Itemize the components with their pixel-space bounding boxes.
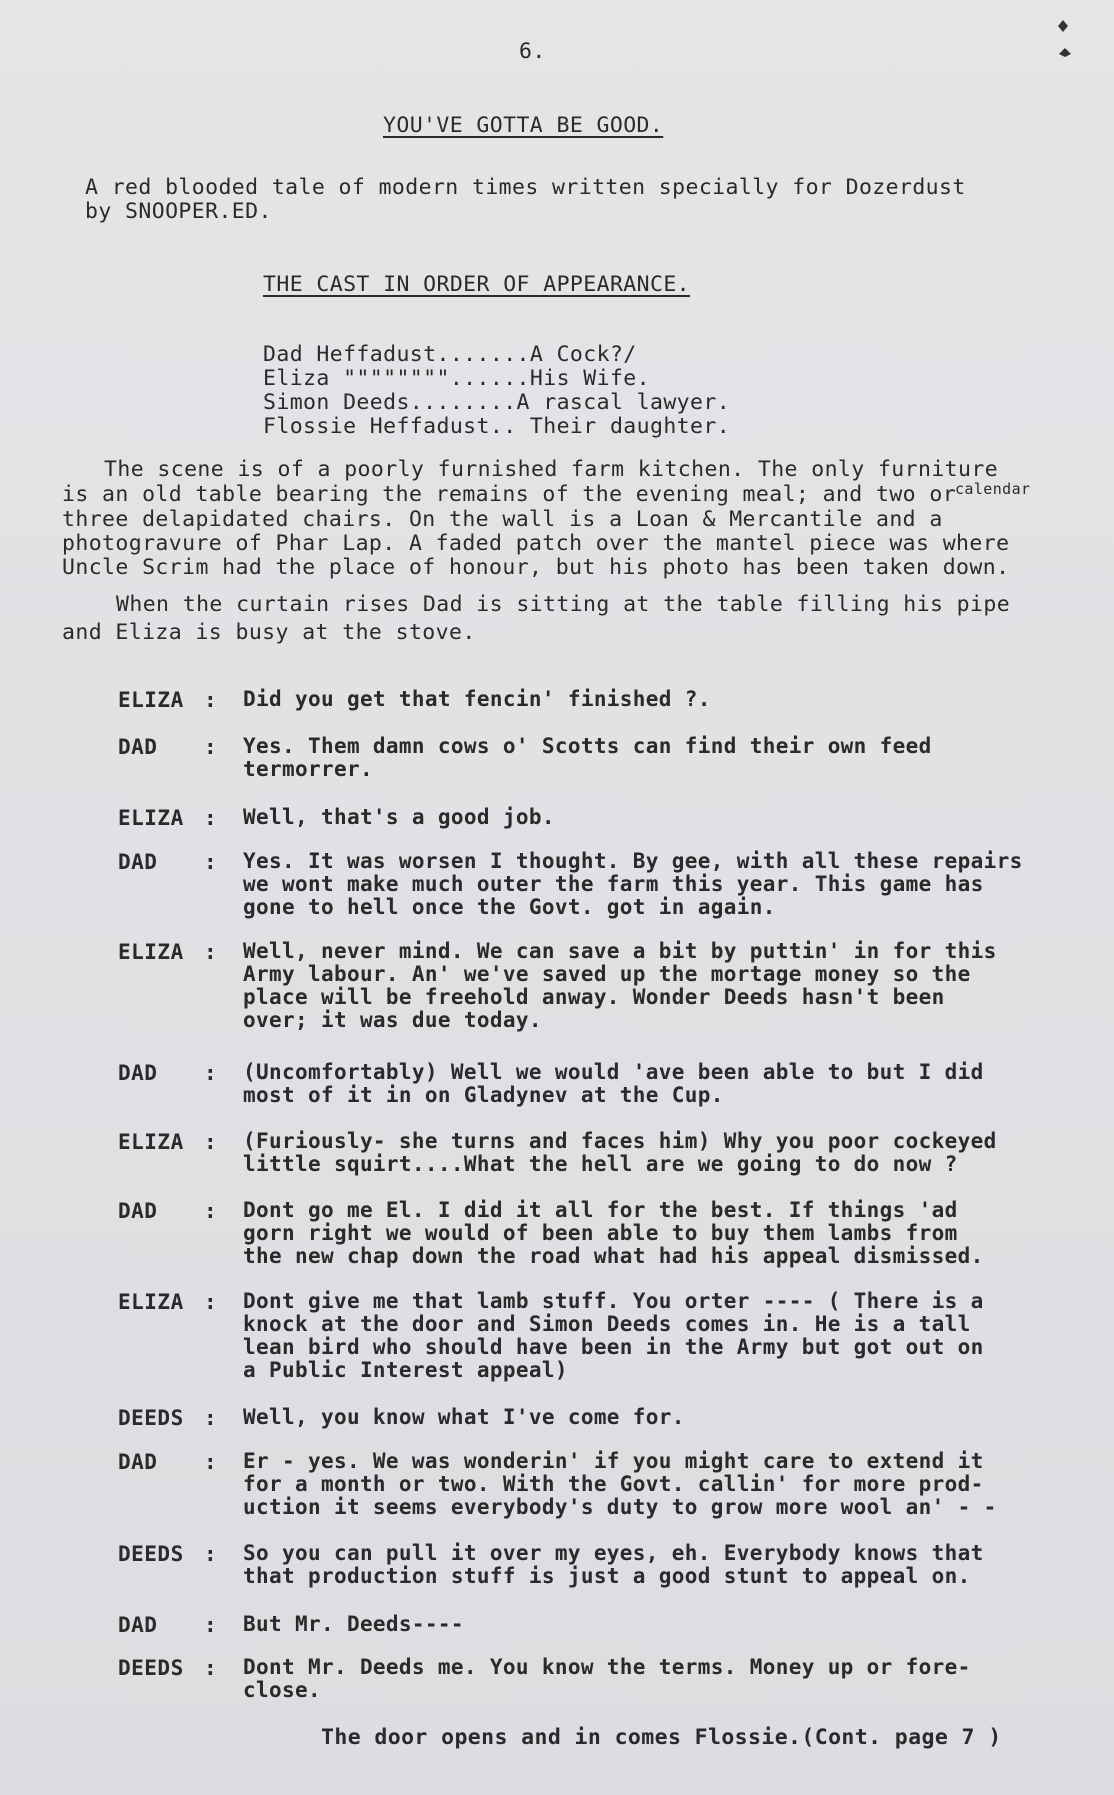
dialogue-entry: [0, 1542, 1114, 1592]
scene-line: The scene is of a poorly furnished farm kitchen. The only furniture: [104, 457, 999, 482]
speaker-colon: :: [204, 850, 217, 874]
dialogue-text: Did you get that fencin' finished ?.: [243, 687, 711, 711]
staple-mark-top: [1056, 18, 1070, 32]
cast-item: Dad Heffadust.......A Cock?/: [263, 342, 637, 367]
dialogue-entry: [0, 1061, 1114, 1111]
dialogue-entry: [0, 1450, 1114, 1522]
dialogue-text: Well, you know what I've come for.: [243, 1405, 685, 1429]
dialogue-text: Yes. It was worsen I thought. By gee, with all these repairs we wont make much outer the farm this year. This game has gone to hell once the Govt. got in again.: [243, 849, 1023, 919]
dialogue-entry: [0, 1290, 1114, 1386]
dialogue-entry: [0, 806, 1114, 836]
speaker-colon: :: [204, 688, 217, 712]
speaker-colon: :: [204, 1542, 217, 1566]
speaker-colon: :: [204, 1199, 217, 1223]
speaker-colon: :: [204, 1130, 217, 1154]
staple-mark-bottom: [1058, 44, 1072, 58]
speaker-colon: :: [204, 1406, 217, 1430]
cast-item: Simon Deeds........A rascal lawyer.: [263, 390, 731, 415]
dialogue-text: Dont go me El. I did it all for the best. If things 'ad gorn right we would of been able to buy them lambs from the new chap down the road what had his appeal dismissed.: [243, 1198, 984, 1268]
dialogue-entry: [0, 1613, 1114, 1643]
speaker-name: DAD: [118, 1199, 158, 1223]
speaker-name: DEEDS: [118, 1406, 184, 1430]
speaker-colon: :: [204, 735, 217, 759]
speaker-colon: :: [204, 1450, 217, 1474]
scene-line: three delapidated chairs. On the wall is a Loan & Mercantile and a: [62, 507, 943, 532]
dialogue-entry: [0, 1130, 1114, 1180]
dialogue-text: Dont give me that lamb stuff. You orter ---- ( There is a knock at the door and Simon Deeds comes in. He is a tall lean bird who should have been in the Army but got out on a Public Interest appeal): [243, 1289, 984, 1382]
intro-line-1: A red blooded tale of modern times written specially for Dozerdust: [85, 175, 966, 200]
dialogue-text: Well, that's a good job.: [243, 805, 555, 829]
speaker-name: DAD: [118, 735, 158, 759]
speaker-name: ELIZA: [118, 806, 184, 830]
cast-item: Flossie Heffadust.. Their daughter.: [263, 414, 731, 439]
speaker-name: ELIZA: [118, 688, 184, 712]
continuation-note: The door opens and in comes Flossie.(Cont. page 7 ): [321, 1725, 1002, 1750]
intro-line-2: by SNOOPER.ED.: [85, 199, 272, 224]
dialogue-text: Er - yes. We was wonderin' if you might care to extend it for a month or two. With the Govt. callin' for more prod- uction it seems everybody's duty to grow more wool an' - -: [243, 1449, 997, 1519]
dialogue-text: (Furiously- she turns and faces him) Why you poor cockeyed little squirt....What the hell are we going to do now ?: [243, 1129, 997, 1176]
dialogue-entry: [0, 1656, 1114, 1706]
speaker-colon: :: [204, 806, 217, 830]
dialogue-entry: [0, 940, 1114, 1036]
speaker-name: DAD: [118, 1061, 158, 1085]
play-title: YOU'VE GOTTA BE GOOD.: [383, 113, 664, 138]
speaker-name: ELIZA: [118, 1130, 184, 1154]
speaker-colon: :: [204, 940, 217, 964]
speaker-colon: :: [204, 1656, 217, 1680]
dialogue-text: Well, never mind. We can save a bit by puttin' in for this Army labour. An' we've saved up the mortage money so the place will be freehold anway. Wonder Deeds hasn't been over; it was due today.: [243, 939, 997, 1032]
curtain-line: When the curtain rises Dad is sitting at the table filling his pipe: [116, 592, 1011, 617]
speaker-name: DEEDS: [118, 1542, 184, 1566]
speaker-name: DAD: [118, 1450, 158, 1474]
speaker-name: DAD: [118, 850, 158, 874]
speaker-colon: :: [204, 1613, 217, 1637]
dialogue-text: Dont Mr. Deeds me. You know the terms. Money up or fore- close.: [243, 1655, 971, 1702]
dialogue-entry: [0, 850, 1114, 922]
speaker-name: ELIZA: [118, 1290, 184, 1314]
speaker-colon: :: [204, 1290, 217, 1314]
scene-line: Uncle Scrim had the place of honour, but his photo has been taken down.: [62, 555, 1010, 580]
page-number: 6.: [519, 39, 546, 64]
speaker-name: ELIZA: [118, 940, 184, 964]
dialogue-text: So you can pull it over my eyes, eh. Everybody knows that that production stuff is just a good stunt to appeal on.: [243, 1541, 984, 1588]
dialogue-entry: [0, 735, 1114, 785]
dialogue-entry: [0, 1199, 1114, 1271]
curtain-line: and Eliza is busy at the stove.: [62, 620, 476, 645]
cast-heading: THE CAST IN ORDER OF APPEARANCE.: [263, 272, 691, 297]
dialogue-text: (Uncomfortably) Well we would 'ave been able to but I did most of it in on Gladynev at the Cup.: [243, 1060, 984, 1107]
cast-item: Eliza """"""""......His Wife.: [263, 366, 650, 391]
scene-insert-calendar: calendar: [955, 480, 1031, 498]
speaker-name: DEEDS: [118, 1656, 184, 1680]
dialogue-text: But Mr. Deeds----: [243, 1612, 464, 1636]
dialogue-entry: [0, 1406, 1114, 1436]
speaker-name: DAD: [118, 1613, 158, 1637]
dialogue-text: Yes. Them damn cows o' Scotts can find their own feed termorrer.: [243, 734, 932, 781]
scene-line: photogravure of Phar Lap. A faded patch over the mantel piece was where: [62, 531, 1010, 556]
dialogue-entry: [0, 688, 1114, 718]
scene-line: is an old table bearing the remains of the evening meal; and two or: [62, 482, 957, 507]
speaker-colon: :: [204, 1061, 217, 1085]
